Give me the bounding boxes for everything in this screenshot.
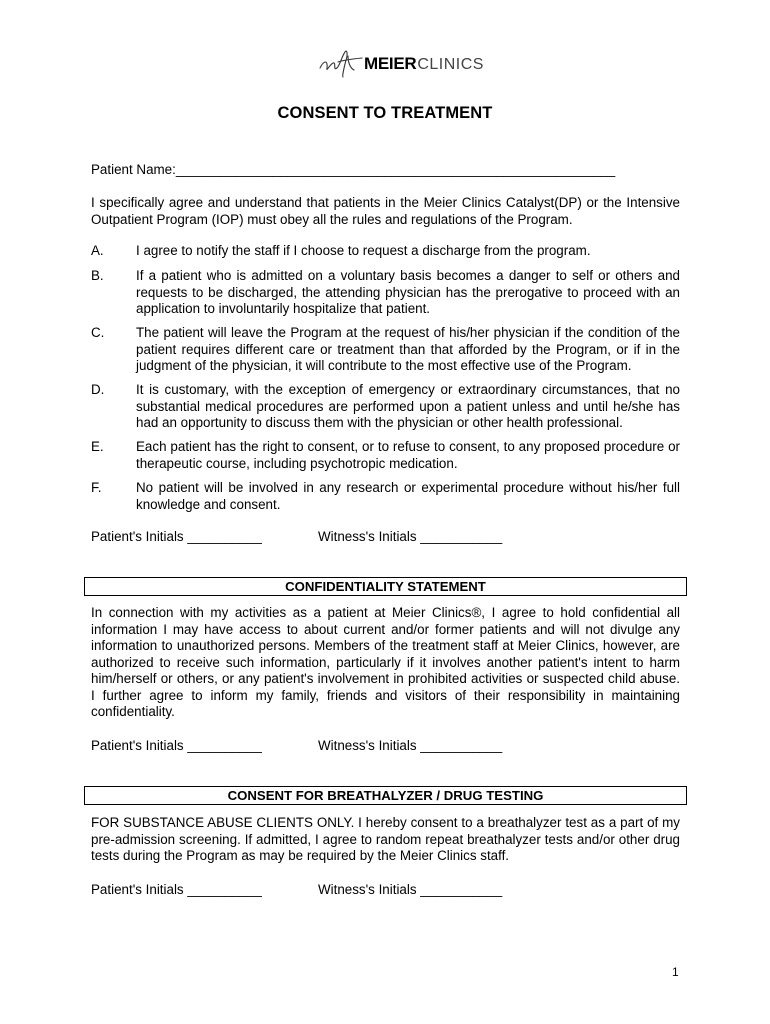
item-text: I agree to notify the staff if I choose to request a discharge from the program. xyxy=(136,243,591,258)
logo-brand-light: CLINICS xyxy=(417,56,484,73)
item-letter: A. xyxy=(91,243,104,258)
item-letter: F. xyxy=(91,480,102,495)
witness-initials-field[interactable]: Witness's Initials ___________ xyxy=(318,738,503,753)
confidentiality-paragraph: In connection with my activities as a patient at Meier Clinics®, I agree to hold confidential all information I may have access to about current and/or former patients and will not divulge any information to unauthorized persons. Members of the treatment staff at Meier Clinics, however, are authorized to receive such information, particularly if it involves another patient's intent to harm him/herself or others, or any patient's involvement in prohibited activities or suspected child abuse. I further agree to inform my family, friends and visitors of their responsibility in maintaining confidentiality. xyxy=(91,605,680,719)
intro-paragraph: I specifically agree and understand that patients in the Meier Clinics Catalyst(DP) or the Intensive Outpatient Program (IOP) must obey all the rules and regulations of the Program. xyxy=(91,195,680,227)
document-title: CONSENT TO TREATMENT xyxy=(277,104,493,122)
logo-brand-bold: MEIER xyxy=(364,54,417,73)
meier-clinics-logo xyxy=(318,46,484,80)
breathalyzer-paragraph: FOR SUBSTANCE ABUSE CLIENTS ONLY. I hereby consent to a breathalyzer test as a part of my pre-admission screening. If admitted, I agree to random repeat breathalyzer tests and/or other drug tests during the Program as may be required by the Meier Clinics staff. xyxy=(91,815,680,863)
witness-initials-field[interactable]: Witness's Initials ___________ xyxy=(318,529,503,544)
item-letter: C. xyxy=(91,325,105,340)
item-letter: E. xyxy=(91,439,104,454)
confidentiality-heading: CONFIDENTIALITY STATEMENT xyxy=(84,577,687,596)
item-text: The patient will leave the Program at the request of his/her physician if the condition of the patient requires different care or treatment than that afforded by the Program, or if in the judgment of the physician, it will contribute to the most effective use of the Program. xyxy=(136,325,680,373)
item-text: If a patient who is admitted on a voluntary basis becomes a danger to self or others and requests to be discharged, the attending physician has the prerogative to proceed with an application to involuntarily hospitalize that patient. xyxy=(136,268,680,316)
item-letter: D. xyxy=(91,382,105,397)
witness-initials-field[interactable]: Witness's Initials ___________ xyxy=(318,882,503,897)
item-letter: B. xyxy=(91,268,104,283)
breathalyzer-heading: CONSENT FOR BREATHALYZER / DRUG TESTING xyxy=(84,786,687,805)
item-text: Each patient has the right to consent, or to refuse to consent, to any proposed procedure or therapeutic course, including psychotropic medication. xyxy=(136,439,680,471)
patient-initials-field[interactable]: Patient's Initials __________ xyxy=(91,738,262,753)
item-text: No patient will be involved in any research or experimental procedure without his/her full knowledge and consent. xyxy=(136,480,680,512)
item-text: It is customary, with the exception of emergency or extraordinary circumstances, that no substantial medical procedures are performed upon a patient unless and until he/she has had an opportunity to discuss them with the physician or other health professional. xyxy=(136,382,680,430)
patient-name-field[interactable]: Patient Name:___________________________________________________________ xyxy=(91,162,616,177)
page-number: 1 xyxy=(672,965,679,979)
patient-initials-field[interactable]: Patient's Initials __________ xyxy=(91,529,262,544)
patient-initials-field[interactable]: Patient's Initials __________ xyxy=(91,882,262,897)
logo-signature-icon xyxy=(318,46,366,80)
